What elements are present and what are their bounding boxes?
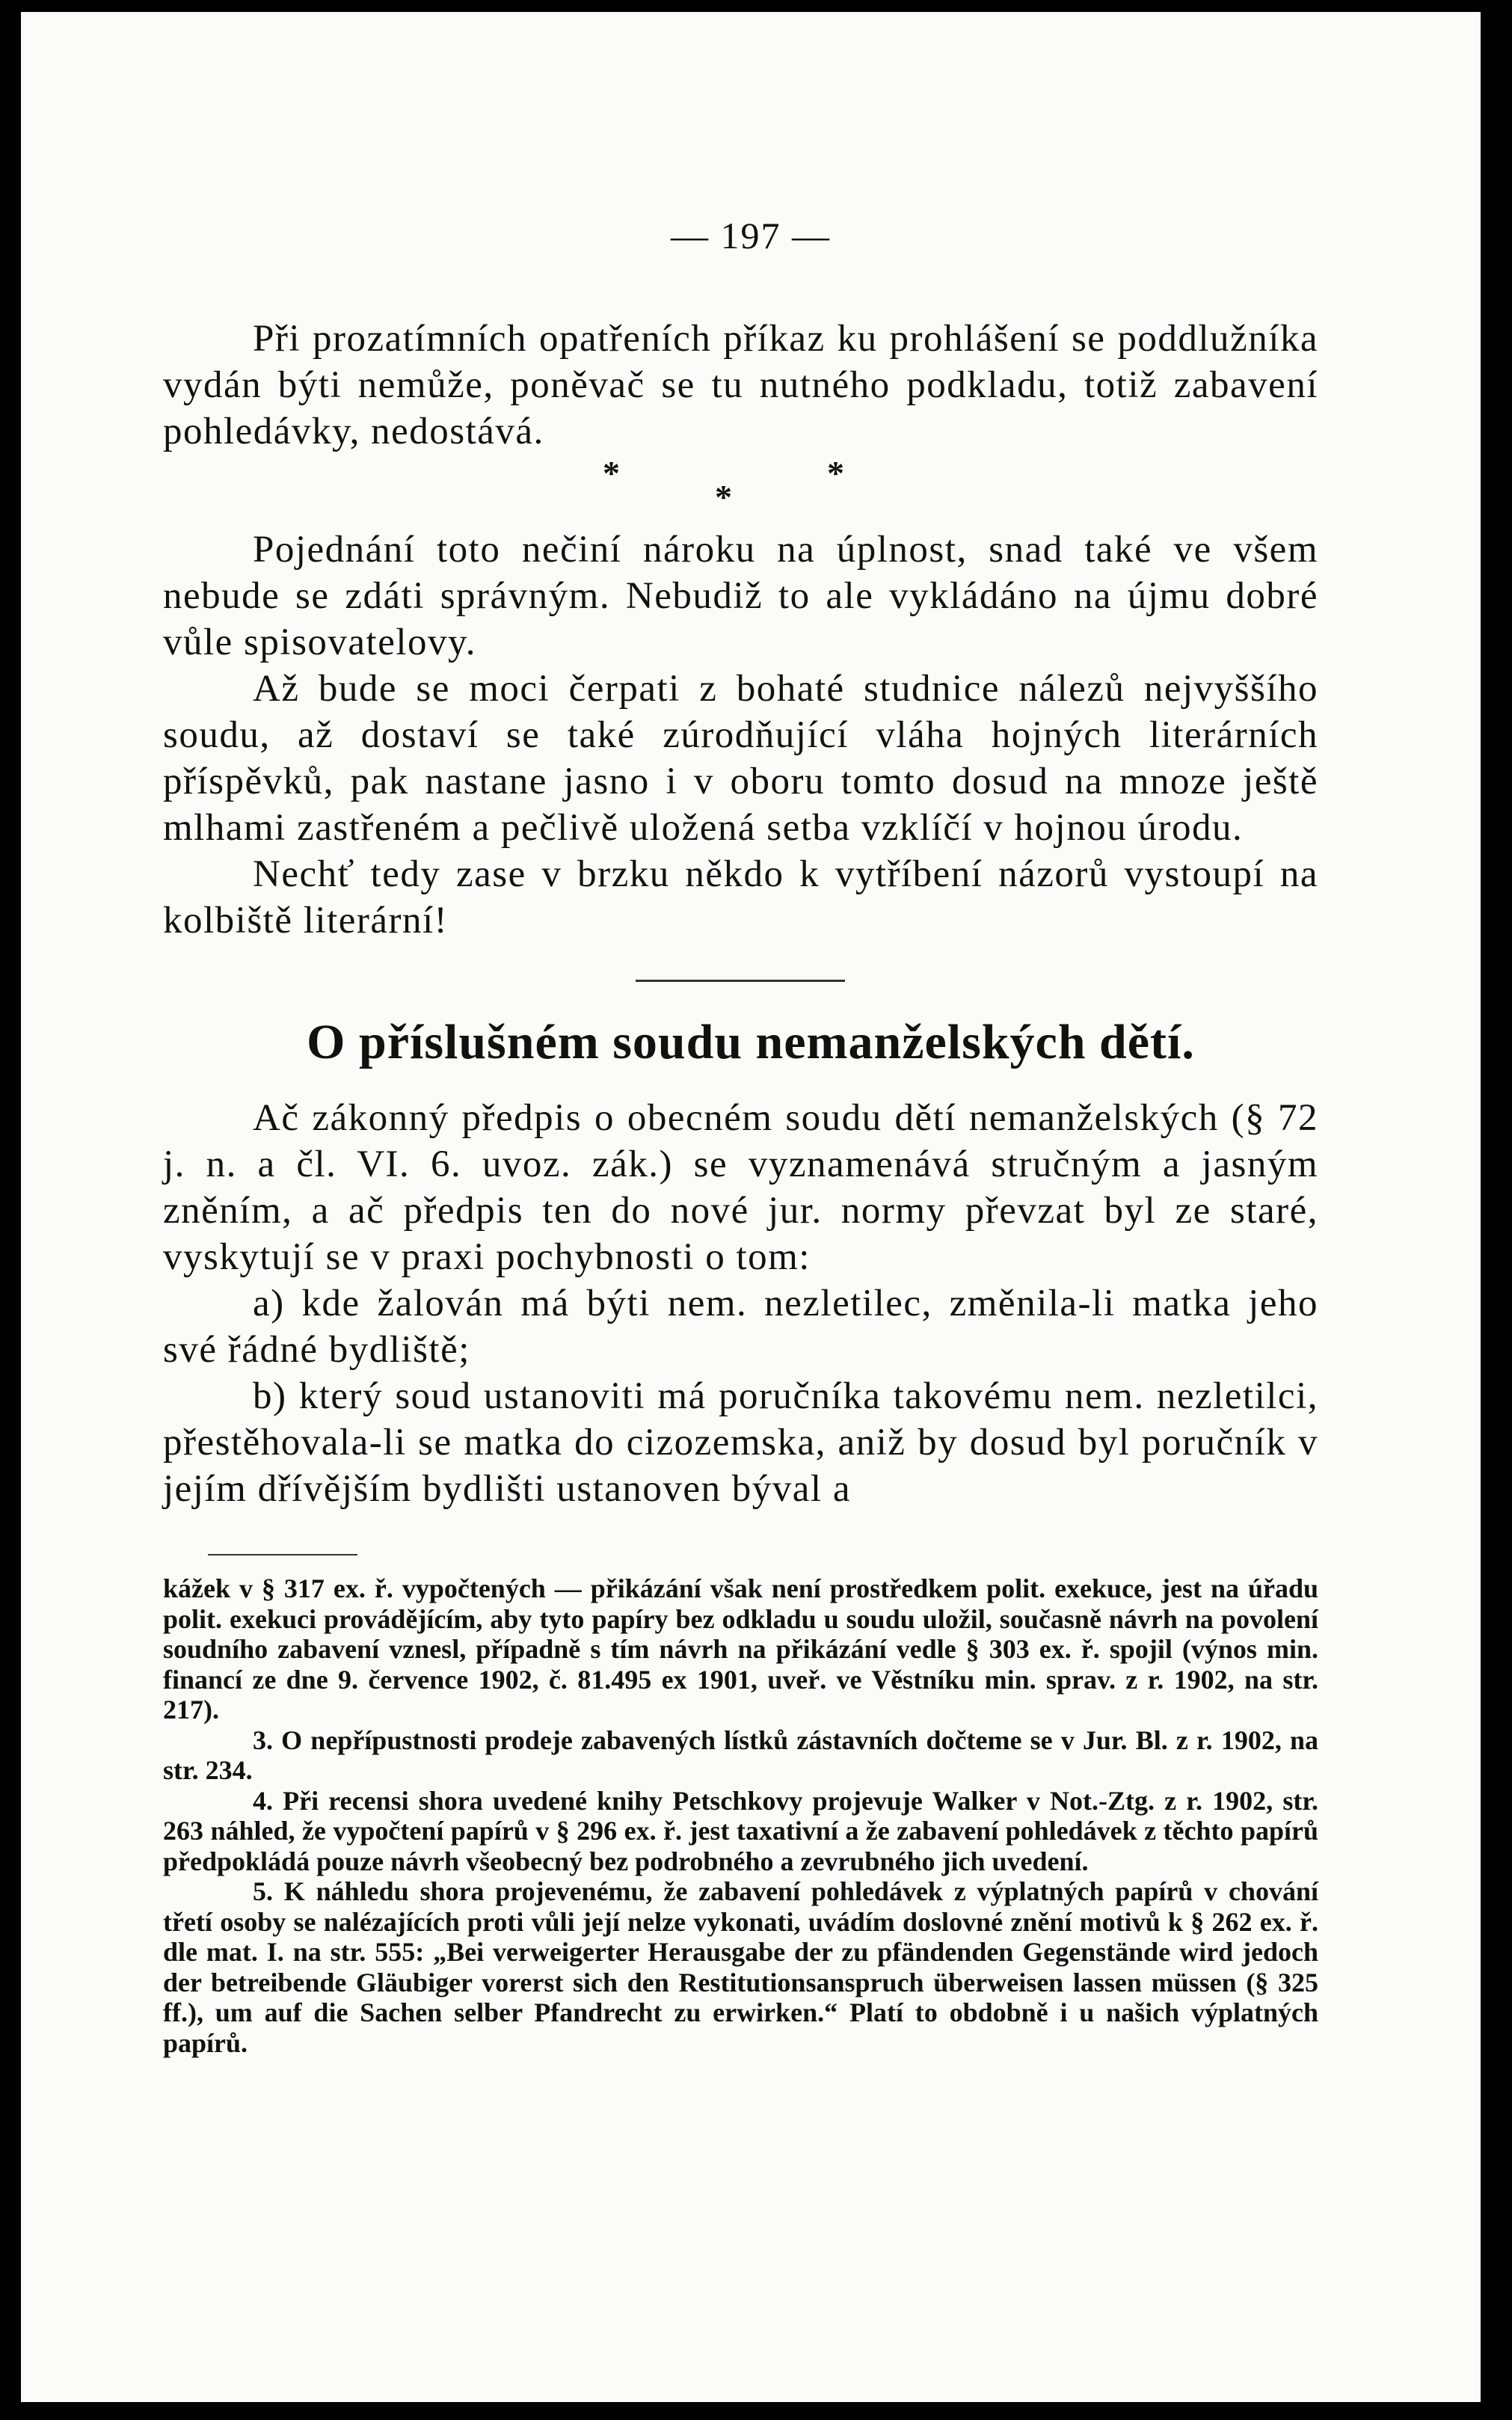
paragraph-text: Ač zákonný předpis o obecném soudu dětí nemanželských (§ 72 j. n. a čl. VI. 6. uvoz. zák.) se vyznamenává stručným a jasným zněním, a ač předpis ten do nové jur. normy převzat byl ze staré, vyskytují se v praxi pochybnosti o tom: bbox=[163, 1097, 1318, 1278]
footnote-3: 3. O nepřípustnosti prodeje zabavených lístků zástavních dočteme se v Jur. Bl. z r. 1902, na str. 234. bbox=[163, 1725, 1318, 1785]
footnote-divider bbox=[208, 1554, 357, 1556]
page-number: — 197 — bbox=[671, 215, 831, 257]
paragraph-text: b) který soud ustanoviti má poručníka takovému nem. nezletilci, přestěhovala-li se matka do cizozemska, aniž by dosud byl poručník v jejím dřívějším bydlišti ustanoven býval a bbox=[163, 1375, 1318, 1510]
asterisk-left: * bbox=[603, 454, 620, 492]
footnote-4: 4. Při recensi shora uvedené knihy Petschkovy projevuje Walker v Not.-Ztg. z r. 1902, str. 263 náhled, že vypočtení papírů v § 296 ex. ř. jest taxativní a že zabavení pohledávek z těchto papírů předpokládá pouze návrh všeobecný bez podrobného a zevrubného jich uvedení. bbox=[163, 1785, 1318, 1876]
paragraph-text: Pojednání toto nečiní nároku na úplnost, snad také ve všem nebude se zdáti správným. Nebudiž to ale vykládáno na újmu dobré vůle spisovatelovy. bbox=[163, 529, 1318, 663]
paragraph-text: Až bude se moci čerpati z bohaté studnice nálezů nejvyššího soudu, až dostaví se také zúrodňující vláha hojných literárních příspěvků, pak nastane jasno i v oboru tomto dosud na mnoze ještě mlhami zastřeném a pečlivě uložená setba vzklíčí v hojnou úrodu. bbox=[163, 668, 1318, 849]
book-page bbox=[21, 12, 1481, 2402]
closing-remarks bbox=[163, 526, 1318, 944]
footnote-5: 5. K náhledu shora projevenému, že zabavení pohledávek z výplatných papírů v chování třetí osoby se nalézajících proti vůli její nelze vykonati, uvádím doslovné znění motivů k § 262 ex. ř. dle mat. I. na str. 555: „Bei verweigerter Herausgabe der zu pfändenden Gegenstände wird jedoch der betreibende Gläubiger vorerst sich den Restitutionsanspruch überweisen lassen müssen (§ 325 ff.), um auf die Sachen selber Pfandrecht zu erwirken.“ Platí to obdobně i u našich výplatných papírů. bbox=[163, 1876, 1318, 2058]
asterisk-right: * bbox=[827, 454, 844, 492]
paragraph-text: Při prozatímních opatřeních příkaz ku prohlášení se poddlužníka vydán býti nemůže, poněvač se tu nutného podkladu, totiž zabavení pohledávky, nedostává. bbox=[163, 318, 1318, 452]
paragraph-text: Nechť tedy zase v brzku někdo k vytříbení názorů vystoupí na kolbiště literární! bbox=[163, 853, 1318, 942]
section-title: O příslušném soudu nemanželských dětí. bbox=[307, 1015, 1195, 1069]
footnotes bbox=[163, 1573, 1318, 2058]
paragraph-text: a) kde žalován má býti nem. nezletilec, změnila-li matka jeho své řádné bydliště; bbox=[163, 1283, 1318, 1371]
asterism-separator bbox=[21, 453, 1481, 516]
paragraph-prozatimni-opatreni bbox=[163, 316, 1318, 455]
asterisk-bottom: * bbox=[715, 478, 732, 516]
section-body bbox=[163, 1095, 1318, 1512]
section-divider bbox=[636, 980, 845, 982]
footnote-continuation: kážek v § 317 ex. ř. vypočtených — přikázání však není prostředkem polit. exekuce, jest na úřadu polit. exekuci provádějícím, aby tyto papíry bez odkladu u soudu uložil, současně návrh na povolení soudního zabavení vznesl, případně s tím návrh na přikázání vedle § 303 ex. ř. spojil (výnos min. financí ze dne 9. července 1902, č. 81.495 ex 1901, uveř. ve Věstníku min. sprav. z r. 1902, na str. 217). bbox=[163, 1573, 1318, 1725]
